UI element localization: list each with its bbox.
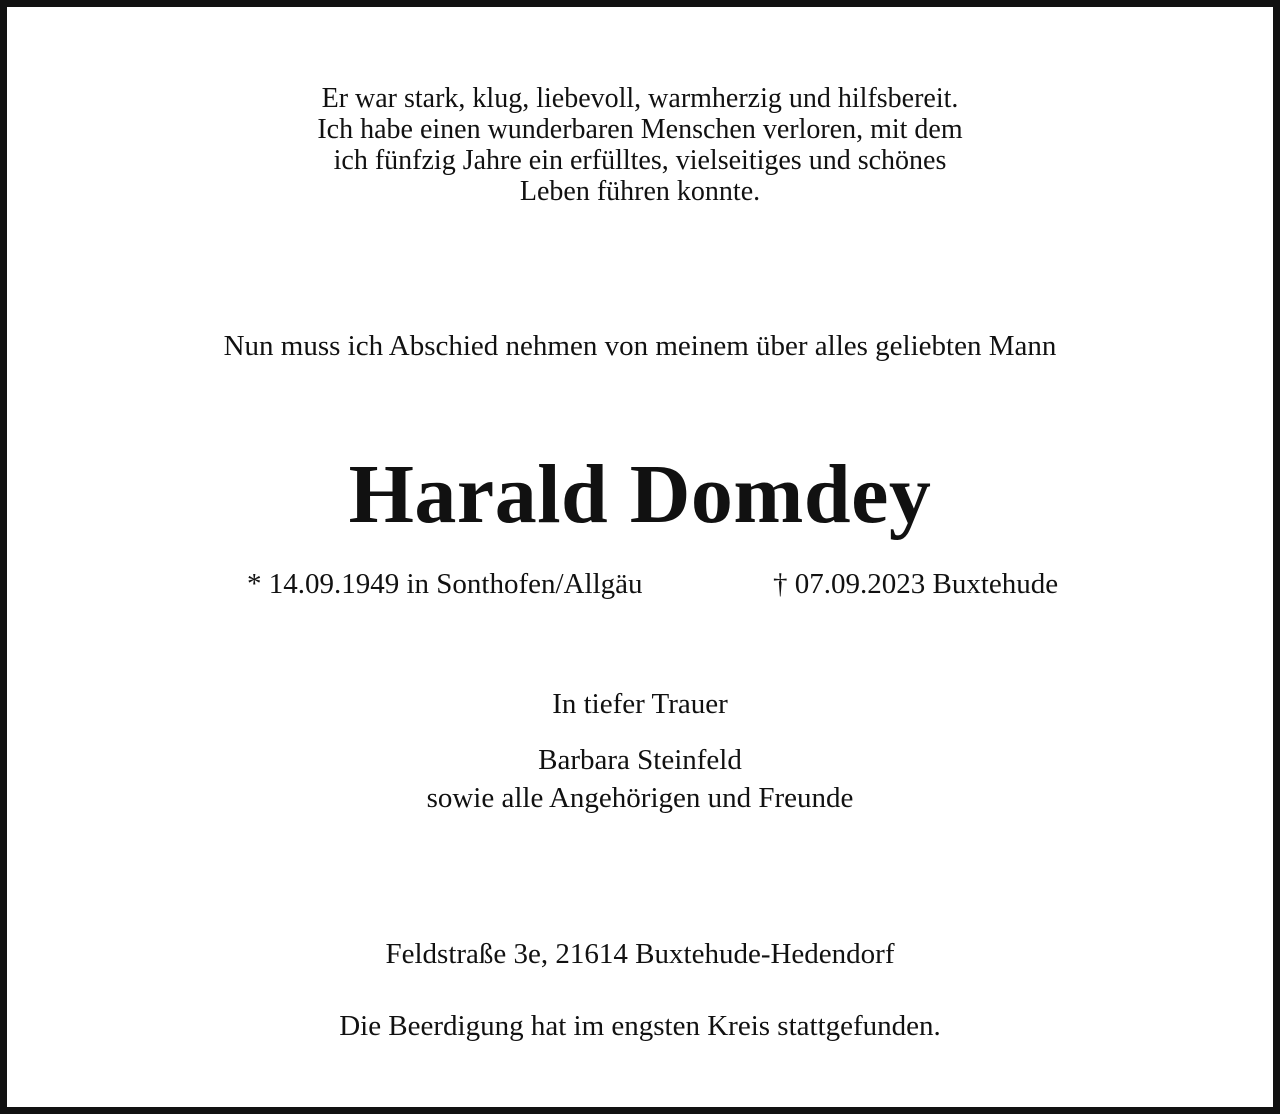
primary-mourner: Barbara Steinfeld [538, 744, 742, 776]
memorial-poem [7, 83, 1273, 207]
deceased-name: Harald Domdey [348, 448, 932, 541]
poem-line: ich fünfzig Jahre ein erfülltes, vielseitiges und schönes [333, 145, 947, 176]
poem-line: Er war stark, klug, liebevoll, warmherzig und hilfsbereit. [321, 83, 959, 114]
poem-line: Ich habe einen wunderbaren Menschen verloren, mit dem [317, 114, 963, 145]
farewell-intro: Nun muss ich Abschied nehmen von meinem über alles geliebten Mann [223, 330, 1057, 362]
other-mourners: sowie alle Angehörigen und Freunde [426, 782, 854, 814]
mourner-address: Feldstraße 3e, 21614 Buxtehude-Hedendorf [385, 938, 895, 970]
birth-date: * 14.09.1949 in Sonthofen/Allgäu [247, 568, 643, 600]
poem-line: Leben führen konnte. [519, 176, 761, 207]
funeral-note: Die Beerdigung hat im engsten Kreis stattgefunden. [339, 1010, 941, 1042]
death-date: † 07.09.2023 Buxtehude [773, 568, 1059, 600]
mourners [7, 741, 1273, 817]
mourning-phrase: In tiefer Trauer [552, 688, 728, 720]
